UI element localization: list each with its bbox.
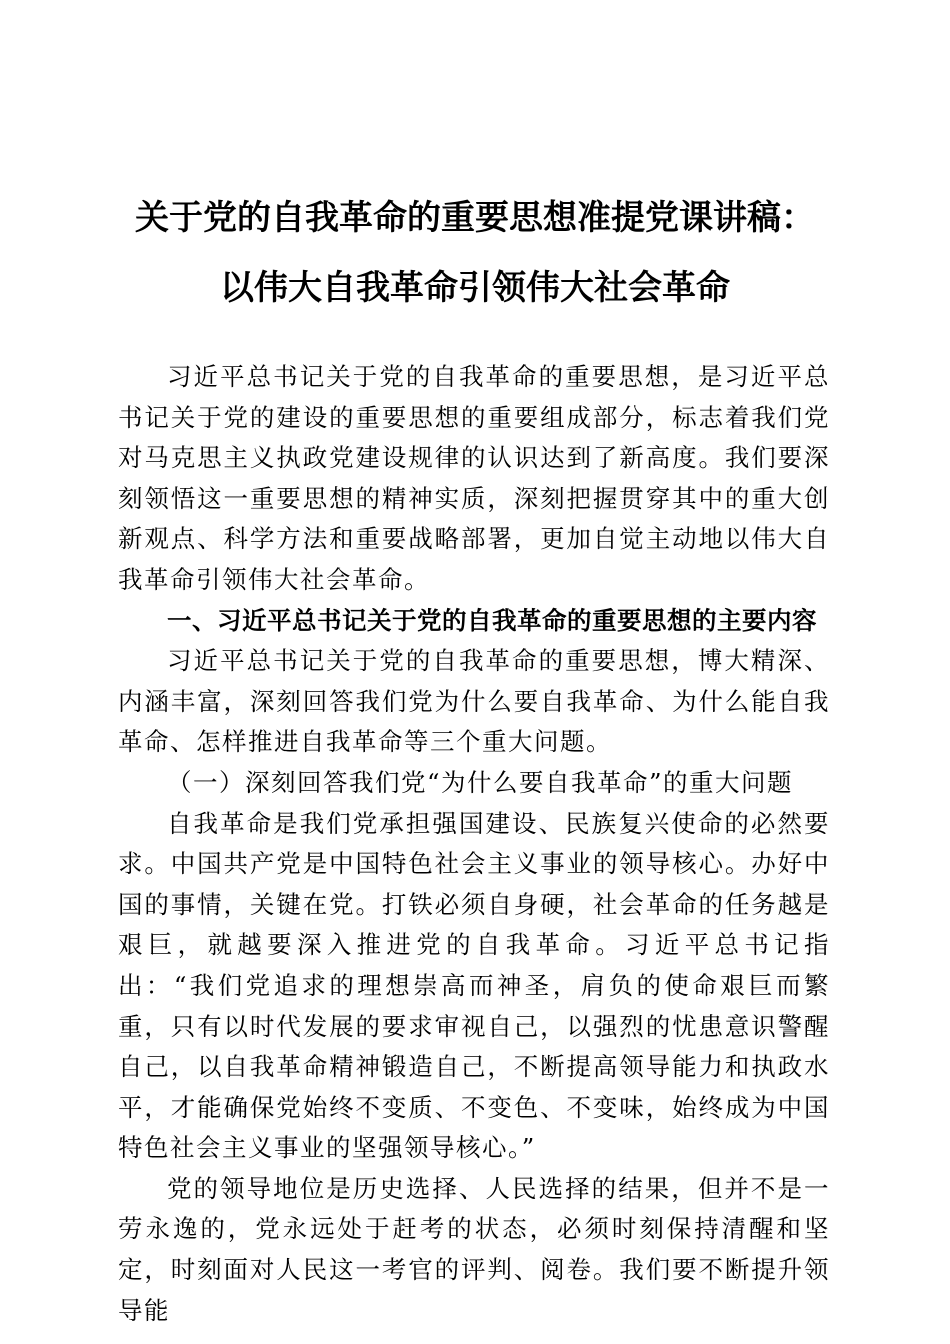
paragraph-subsection-1-a: 自我革命是我们党承担强国建设、民族复兴使命的必然要求。中国共产党是中国特色社会主义事业的领导核心。办好中国的事情，关键在党。打铁必须自身硬，社会革命的任务越是艰巨，就越要深入推进党的自我革命。习近平总书记指出：“我们党追求的理想崇高而神圣，肩负的使命艰巨而繁重，只有以时代发展的要求审视自己，以强烈的忧患意识警醒自己，以自我革命精神锻造自己，不断提高领导能力和执政水平，才能确保党始终不变质、不变色、不变味，始终成为中国特色社会主义事业的坚强领导核心。” — [118, 808, 830, 1163]
paragraph-intro: 习近平总书记关于党的自我革命的重要思想，是习近平总书记关于党的建设的重要思想的重要组成部分，标志着我们党对马克思主义执政党建设规律的认识达到了新高度。我们要深刻领悟这一重要思想的精神实质，深刻把握贯穿其中的重大创新观点、科学方法和重要战略部署，更加自觉主动地以伟大自我革命引领伟大社会革命。 — [118, 362, 830, 594]
section-heading-1: 一、习近平总书记关于党的自我革命的重要思想的主要内容 — [167, 605, 817, 635]
paragraph-subsection-1-b: 党的领导地位是历史选择、人民选择的结果，但并不是一劳永逸的，党永远处于赶考的状态，必须时刻保持清醒和坚定，时刻面对人民这一考官的评判、阅卷。我们要不断提升领导能 — [118, 1173, 830, 1325]
document-title-line-1: 关于党的自我革命的重要思想准提党课讲稿： — [135, 198, 815, 238]
document-body — [118, 357, 830, 1331]
subsection-heading-1: （一）深刻回答我们党“为什么要自我革命”的重大问题 — [167, 767, 794, 797]
paragraph-section-1-intro: 习近平总书记关于党的自我革命的重要思想，博大精深、内涵丰富，深刻回答我们党为什么要自我革命、为什么能自我革命、怎样推进自我革命等三个重大问题。 — [118, 646, 830, 757]
document-title-line-2: 以伟大自我革命引领伟大社会革命 — [220, 268, 730, 308]
